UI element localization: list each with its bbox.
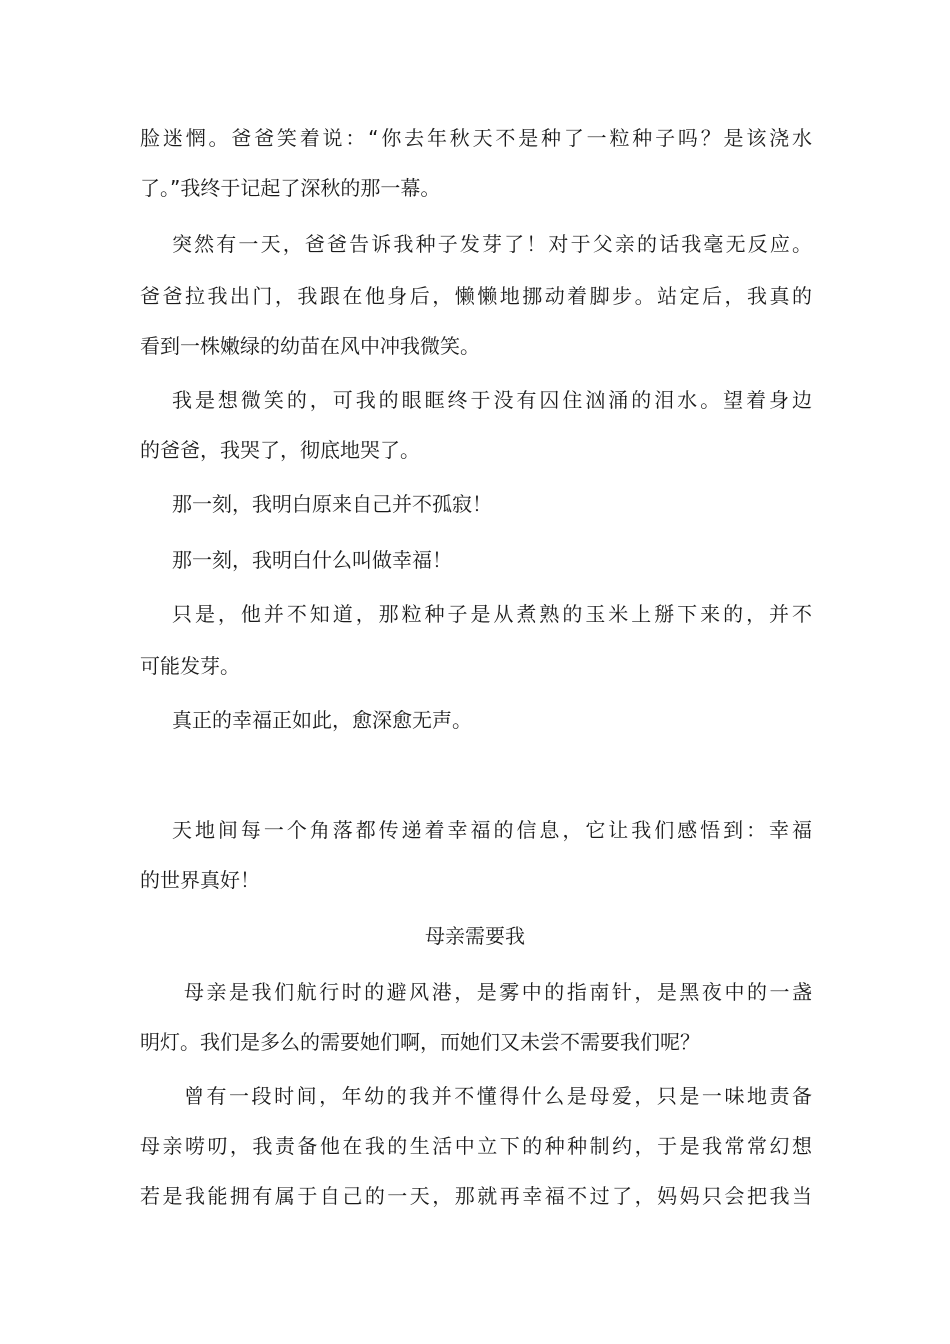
paragraph-line: 那一刻，我明白原来自己并不孤寂！ bbox=[172, 492, 492, 516]
paragraph-line: 天地间每一个角落都传递着幸福的信息，它让我们感悟到：幸福 bbox=[172, 818, 812, 842]
paragraph-line: 的世界真好！ bbox=[140, 868, 260, 892]
paragraph-line: 的爸爸，我哭了，彻底地哭了。 bbox=[140, 438, 420, 462]
paragraph-line: 曾有一段时间，年幼的我并不懂得什么是母爱，只是一味地责备 bbox=[184, 1084, 812, 1108]
paragraph-line: 突然有一天，爸爸告诉我种子发芽了！对于父亲的话我毫无反应。 bbox=[172, 232, 812, 256]
paragraph-line: 我是想微笑的，可我的眼眶终于没有囚住汹涌的泪水。望着身边 bbox=[172, 388, 812, 412]
paragraph-line: 母亲唠叨，我责备他在我的生活中立下的种种制约，于是我常常幻想 bbox=[140, 1134, 812, 1158]
paragraph-line: 真正的幸福正如此，愈深愈无声。 bbox=[172, 708, 472, 732]
paragraph-line: 爸爸拉我出门，我跟在他身后，懒懒地挪动着脚步。站定后，我真的 bbox=[140, 284, 812, 308]
paragraph-line: 了。”我终于记起了深秋的那一幕。 bbox=[140, 176, 441, 200]
paragraph-line: 脸迷惘。爸爸笑着说：“你去年秋天不是种了一粒种子吗？是该浇水 bbox=[140, 126, 812, 150]
paragraph-line: 明灯。我们是多么的需要她们啊，而她们又未尝不需要我们呢？ bbox=[140, 1030, 700, 1054]
paragraph-line: 只是，他并不知道，那粒种子是从煮熟的玉米上掰下来的，并不 bbox=[172, 602, 812, 626]
paragraph-line: 那一刻，我明白什么叫做幸福！ bbox=[172, 548, 452, 572]
paragraph-line: 看到一株嫩绿的幼苗在风中冲我微笑。 bbox=[140, 334, 480, 358]
paragraph-line: 母亲是我们航行时的避风港，是雾中的指南针，是黑夜中的一盏 bbox=[184, 980, 812, 1004]
paragraph-line: 可能发芽。 bbox=[140, 654, 240, 678]
paragraph-line: 若是我能拥有属于自己的一天，那就再幸福不过了，妈妈只会把我当 bbox=[140, 1184, 812, 1208]
section-title: 母亲需要我 bbox=[425, 924, 525, 948]
